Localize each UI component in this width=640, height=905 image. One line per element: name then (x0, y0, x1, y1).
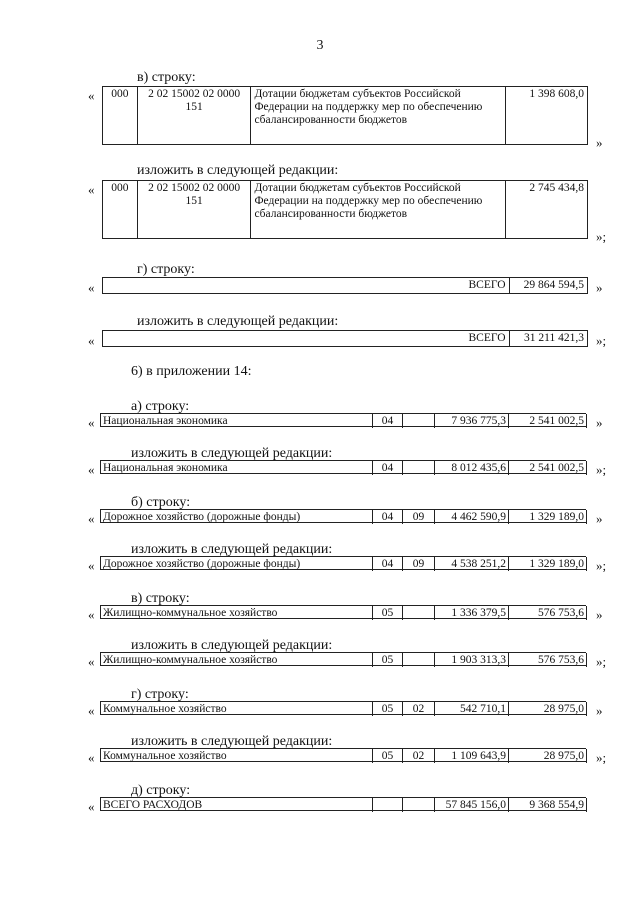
cell-v1: 4 462 590,9 (435, 510, 509, 524)
quote-open: « (88, 703, 95, 718)
cell-pr: 02 (403, 702, 435, 716)
expense-row (100, 748, 586, 762)
cell-v2: 28 975,0 (509, 749, 587, 763)
section-heading: г) строку: (137, 262, 195, 277)
section-heading: изложить в следующей редакции: (137, 163, 339, 178)
expense-row (100, 652, 586, 666)
cell-v1: 7 936 775,3 (435, 414, 509, 428)
cell-v2: 576 753,6 (509, 653, 587, 667)
cell-name: Дорожное хозяйство (дорожные фонды) (101, 557, 373, 571)
expense-row (100, 509, 586, 523)
cell-rz: 04 (373, 461, 403, 475)
quote-open: « (88, 607, 95, 622)
cell-v2: 2 541 002,5 (509, 414, 587, 428)
revenue-table-old (102, 86, 588, 145)
cell-v2: 9 368 554,9 (509, 798, 587, 812)
admin-code: 000 (103, 181, 138, 239)
cell-v1: 8 012 435,6 (435, 461, 509, 475)
item-heading: б) строку: (131, 495, 191, 510)
quote-close: »; (596, 462, 607, 477)
cell-v2: 1 329 189,0 (509, 510, 587, 524)
expense-row (100, 605, 586, 619)
quote-open: « (88, 558, 95, 573)
cell-pr (403, 414, 435, 428)
quote-open: « (88, 280, 95, 295)
quote-close: »; (596, 558, 607, 573)
quote-close: »; (596, 654, 607, 669)
amount: 1 398 608,0 (505, 87, 587, 145)
cell-rz: 04 (373, 510, 403, 524)
quote-close: »; (596, 229, 607, 244)
amount: 2 745 434,8 (505, 181, 587, 239)
cell-pr (403, 798, 435, 812)
admin-code: 000 (103, 87, 138, 145)
cell-rz (373, 798, 403, 812)
cell-pr (403, 606, 435, 620)
expense-row (100, 460, 586, 474)
annex-heading: 6) в приложении 14: (131, 364, 252, 379)
cell-rz: 04 (373, 557, 403, 571)
revenue-table-new (102, 180, 588, 239)
section-heading: в) строку: (137, 70, 196, 85)
total-amount: 31 211 421,3 (509, 331, 587, 347)
cell-pr: 09 (403, 557, 435, 571)
quote-open: « (88, 511, 95, 526)
quote-open: « (88, 182, 95, 197)
cell-rz: 05 (373, 749, 403, 763)
quote-open: « (88, 654, 95, 669)
page-number: 3 (316, 38, 324, 53)
total-label: ВСЕГО (103, 278, 510, 294)
cell-name: ВСЕГО РАСХОДОВ (101, 798, 373, 812)
item-heading: а) строку: (131, 399, 190, 414)
cell-pr: 09 (403, 510, 435, 524)
cell-name: Коммунальное хозяйство (101, 702, 373, 716)
cell-v1: 1 903 313,3 (435, 653, 509, 667)
quote-open: « (88, 462, 95, 477)
cell-name: Жилищно-коммунальное хозяйство (101, 653, 373, 667)
cell-v2: 1 329 189,0 (509, 557, 587, 571)
item-heading: д) строку: (131, 783, 191, 798)
cell-pr (403, 653, 435, 667)
quote-close: »; (596, 750, 607, 765)
expense-row (100, 701, 586, 715)
cell-v2: 2 541 002,5 (509, 461, 587, 475)
cell-rz: 05 (373, 653, 403, 667)
cell-v1: 1 336 379,5 (435, 606, 509, 620)
item-heading: г) строку: (131, 687, 189, 702)
cell-rz: 04 (373, 414, 403, 428)
quote-close: » (596, 280, 603, 295)
quote-close: » (596, 135, 603, 150)
quote-open: « (88, 750, 95, 765)
cell-v1: 4 538 251,2 (435, 557, 509, 571)
cell-v1: 542 710,1 (435, 702, 509, 716)
quote-open: « (88, 415, 95, 430)
item-new-heading: изложить в следующей редакции: (131, 446, 333, 461)
cell-name: Жилищно-коммунальное хозяйство (101, 606, 373, 620)
item-heading: в) строку: (131, 591, 190, 606)
section-heading: изложить в следующей редакции: (137, 314, 339, 329)
cell-rz: 05 (373, 606, 403, 620)
quote-close: » (596, 607, 603, 622)
expense-row (100, 797, 586, 811)
quote-close: » (596, 703, 603, 718)
quote-close: » (596, 511, 603, 526)
kbk-code: 2 02 15002 02 0000 151 (137, 181, 251, 239)
cell-v1: 57 845 156,0 (435, 798, 509, 812)
cell-rz: 05 (373, 702, 403, 716)
cell-name: Национальная экономика (101, 414, 373, 428)
total-table-old (102, 277, 588, 294)
cell-v2: 28 975,0 (509, 702, 587, 716)
quote-close: » (596, 415, 603, 430)
cell-pr (403, 461, 435, 475)
quote-open: « (88, 88, 95, 103)
item-new-heading: изложить в следующей редакции: (131, 638, 333, 653)
cell-v2: 576 753,6 (509, 606, 587, 620)
total-label: ВСЕГО (103, 331, 510, 347)
total-amount: 29 864 594,5 (509, 278, 587, 294)
expense-row (100, 413, 586, 427)
total-table-new (102, 330, 588, 347)
expense-row (100, 556, 586, 570)
cell-pr: 02 (403, 749, 435, 763)
quote-open: « (88, 799, 95, 814)
item-new-heading: изложить в следующей редакции: (131, 542, 333, 557)
row-name: Дотации бюджетам субъектов Российской Федерации на поддержку мер по обеспечению сбалансированности бюджетов (251, 87, 505, 145)
cell-name: Национальная экономика (101, 461, 373, 475)
row-name: Дотации бюджетам субъектов Российской Федерации на поддержку мер по обеспечению сбалансированности бюджетов (251, 181, 505, 239)
cell-name: Дорожное хозяйство (дорожные фонды) (101, 510, 373, 524)
quote-close: »; (596, 333, 607, 348)
kbk-code: 2 02 15002 02 0000 151 (137, 87, 251, 145)
cell-name: Коммунальное хозяйство (101, 749, 373, 763)
cell-v1: 1 109 643,9 (435, 749, 509, 763)
quote-open: « (88, 333, 95, 348)
item-new-heading: изложить в следующей редакции: (131, 734, 333, 749)
